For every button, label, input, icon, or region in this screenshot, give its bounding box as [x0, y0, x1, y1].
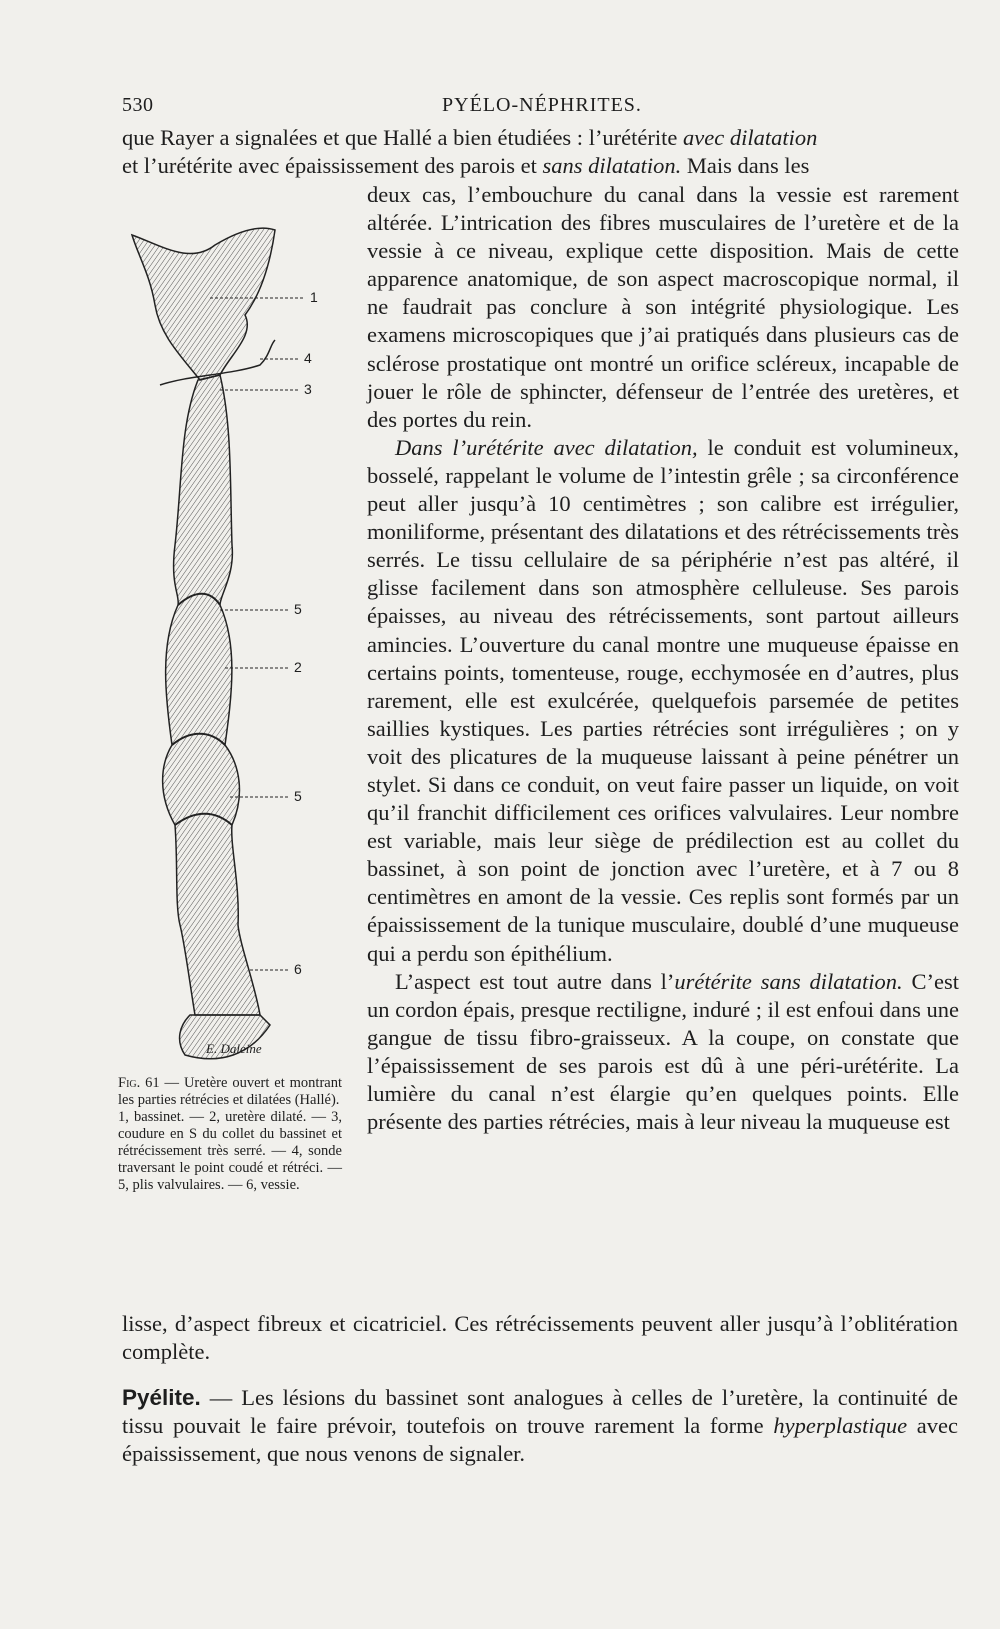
opening-line-2: [122, 152, 958, 180]
right-column-text: [367, 181, 959, 1136]
full-width-text: [122, 1310, 958, 1468]
italic-span: Dans l’urétérite avec dilatation,: [395, 434, 698, 460]
engraver-signature: E. Daleine: [206, 1041, 262, 1056]
figure-label-2: 2: [294, 659, 302, 675]
figure-label-1: 1: [310, 289, 318, 305]
opening-lines: [122, 124, 958, 180]
figure-label-5b: 5: [294, 788, 302, 804]
paragraph-sans-dilatation: [367, 968, 959, 1137]
section-heading-pyelite: Pyélite.: [122, 1385, 201, 1410]
page-header: [122, 94, 962, 124]
page-number: 530: [122, 94, 154, 116]
paragraph-sphincter: deux cas, l’embouchure du canal dans la vessie est rarement altérée. L’intrication des fibres musculaires de l’uretère et de la vessie à ce niveau, explique cette disposition. Mais de cette apparence anatomique, de son aspect macroscopique normal, il ne faudrait pas conclure à son intégrité physiologique. Les examens microscopiques que j’ai pratiqués dans plusieurs cas de sclérose prostatique ont montré un orifice scléreux, incapable de jouer le rôle de sphincter, défenseur de l’entrée des uretères, et des portes du rein.: [367, 182, 959, 432]
caption-legend: 1, bassinet. — 2, uretère dilaté. — 3, coudure en S du collet du bassinet et rétrécissement très serré. — 4, sonde traversant le point coudé et rétréci. — 5, plis valvulaires. — 6, vessie.: [118, 1109, 342, 1193]
figure-label-4: 4: [304, 350, 312, 366]
text-span: que Rayer a signalées et que Hallé a bien étudiées : l’urétérite: [122, 125, 684, 150]
text-span: le conduit est volumineux, bosselé, rappelant le volume de l’intestin grêle ; sa circonférence peut aller jusqu’à 10 centimètres ; son calibre est irrégulier, moniliforme, présentant des dilatations et des rétrécissements très serrés. Le tissu cellulaire de sa périphérie n’est pas altéré, il glisse facilement dans son atmosphère celluleuse. Ses parois épaisses, au niveau des rétrécissements, sont partout ailleurs amincies. L’ouverture du canal montre une muqueuse épaisse en certains points, tomenteuse, rouge, ecchymosée en d’autres, plus rarement, elle est exulcérée, quelquefois parsemée de petites saillies kystiques. Les parties rétrécies sont irrégulières ; on y voit des plicatures de la muqueuse laissant à peine pénétrer un stylet. Si dans ce conduit, on veut faire passer un liquide, on voit qu’il franchit difficilement ces orifices valvulaires. Leur nombre est variable, mais leur siège de prédilection est au collet du bassinet, à son point de jonction avec l’uretère, et à 7 ou 8 centimètres en amont de la vessie. Ces replis sont formés par un épaississement de la tunique musculaire, doublé d’une muqueuse qui a perdu son épithélium.: [367, 434, 959, 966]
paragraph-dilatation: [367, 434, 959, 968]
figure-label-6: 6: [294, 961, 302, 977]
text-span: avec épaississement, que nous venons de signaler.: [122, 1413, 958, 1466]
text-span: et l’urétérite avec épaississement des parois et: [122, 153, 543, 178]
figure-label-5a: 5: [294, 601, 302, 617]
paragraph-pyelite: [122, 1384, 958, 1468]
italic-span: urétérite sans dilatation.: [674, 968, 903, 994]
paragraph-obliteration: lisse, d’aspect fibreux et cicatriciel. Ces rétrécissements peuvent aller jusqu’à l’oblitération complète.: [122, 1311, 958, 1364]
figure-caption: [118, 1075, 342, 1194]
ureter-drawing: [120, 225, 348, 1075]
caption-title: — Uretère ouvert et montrant les parties rétrécies et dilatées (Hallé).: [118, 1075, 342, 1108]
text-span: C’est un cordon épais, presque rectiligne, induré ; il est enfoui dans une gangue de tissu fibro-graisseux. A la coupe, on constate que l’épaississement de ses parois est dû à une péri-urétérite. La lumière du canal n’est élargie qu’en quelques points. Elle présente des parties rétrécies, mais à leur niveau la muqueuse est: [367, 968, 959, 1135]
running-title: PYÉLO-NÉPHRITES.: [442, 94, 642, 116]
text-span: — Les lésions du bassinet sont analogues à celles de l’uretère, la continuité de tissu pouvait le faire prévoir, toutefois on trouve rarement la forme: [122, 1385, 958, 1438]
figure-label-3: 3: [304, 381, 312, 397]
caption-fig-number: Fig. 61: [118, 1075, 160, 1091]
text-span: Mais dans les: [681, 153, 810, 178]
ureter-illustration: [120, 225, 348, 1075]
italic-span: sans dilatation.: [542, 153, 682, 178]
italic-span: avec dilatation: [683, 125, 818, 150]
opening-line-1: [122, 124, 958, 152]
text-span: L’aspect est tout autre dans l’: [395, 968, 675, 994]
italic-span: hyperplastique: [773, 1413, 908, 1438]
